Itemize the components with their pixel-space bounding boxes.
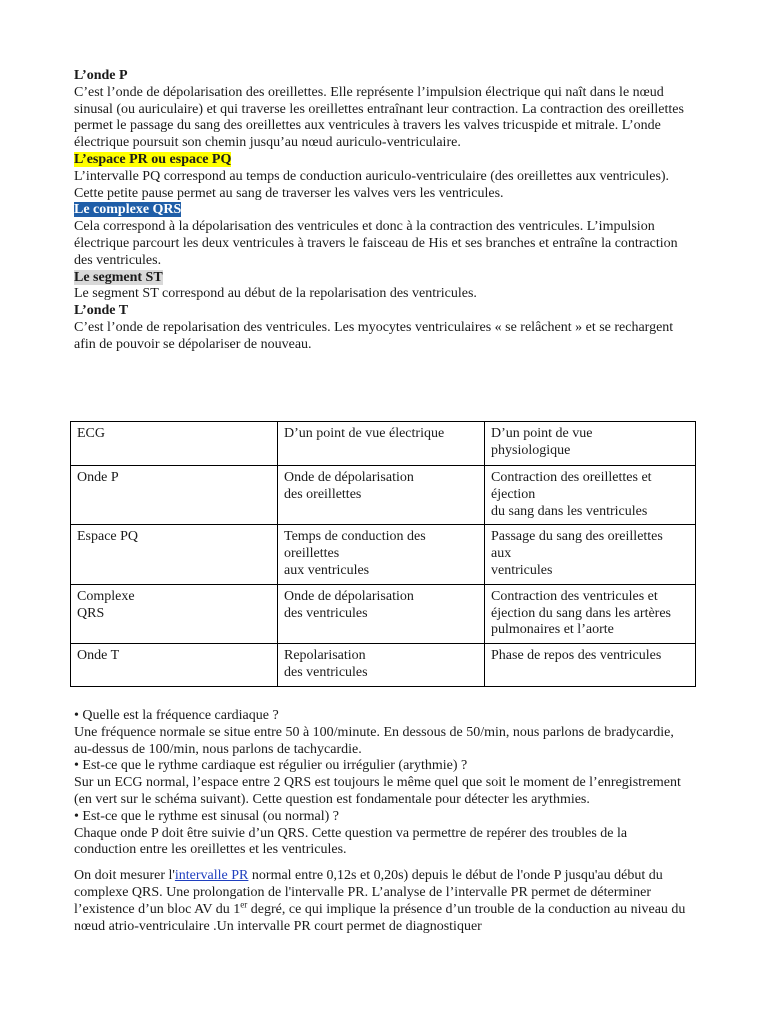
table-cell: Onde de dépolarisation des oreillettes: [278, 466, 485, 525]
table-cell: Espace PQ: [71, 525, 278, 584]
highlight-yellow: L’espace PR ou espace PQ: [74, 151, 232, 167]
heading-onde-p: L’onde P: [74, 68, 128, 83]
table-cell: Complexe QRS: [71, 584, 278, 643]
intervalle-pr-link[interactable]: intervalle PR: [174, 868, 249, 884]
question-sinusal: • Est-ce que le rythme est sinusal (ou normal) ?: [74, 808, 339, 824]
table-cell: D’un point de vue électrique: [278, 422, 485, 466]
table-cell: Onde T: [71, 644, 278, 687]
table-cell: Onde de dépolarisation des ventricules: [278, 584, 485, 643]
heading-segment-st: [74, 270, 694, 287]
text-espace-pr: L’intervalle PQ correspond au temps de conduction auriculo-ventriculaire (des oreillettes aux ventricules). Cette petite pause permet au sang de traverser les valves vers les ventricules.: [74, 168, 670, 201]
table-cell: Contraction des oreillettes et éjection du sang dans les ventricules: [485, 466, 696, 525]
table-row: [71, 584, 696, 643]
table-cell: Temps de conduction des oreillettes aux ventricules: [278, 525, 485, 584]
heading-espace-pr: [74, 152, 694, 169]
table-cell: Contraction des ventricules et éjection du sang dans les artères pulmonaires et l’aorte: [485, 584, 696, 643]
table-cell: Onde P: [71, 466, 278, 525]
question-rythme: • Est-ce que le rythme cardiaque est régulier ou irrégulier (arythmie) ?: [74, 758, 468, 774]
ecg-summary-table: [70, 421, 696, 687]
table-cell: D’un point de vue physiologique: [485, 422, 696, 466]
paragraph-text: On doit mesurer l': [74, 868, 175, 884]
table-row: [71, 466, 696, 525]
paragraph-intervalle-pr: [74, 868, 690, 935]
highlight-gray: Le segment ST: [74, 269, 163, 285]
table-cell: ECG: [71, 422, 278, 466]
answer-sinusal: Chaque onde P doit être suivie d’un QRS. Cette question va permettre de repérer des troubles de la conduction entre les oreillettes et les ventricules.: [74, 825, 628, 858]
question-frequence: • Quelle est la fréquence cardiaque ?: [74, 708, 279, 723]
superscript: er: [240, 899, 248, 910]
highlight-blue: Le complexe QRS: [74, 202, 182, 218]
text-onde-t: C’est l’onde de repolarisation des ventricules. Les myocytes ventriculaires « se relâchent » et se rechargent afin de pouvoir se dépolariser de nouveau.: [74, 319, 674, 352]
heading-onde-t: L’onde T: [74, 303, 129, 319]
table-cell: Phase de repos des ventricules: [485, 644, 696, 687]
table-row: [71, 422, 696, 466]
paragraph-text: normal entre 0,12s et 0,20s) depuis le début de l'onde P jusqu'au début du complexe QRS. Une prolongation de l'intervalle PR. L’analyse de l’intervalle PR permet de déterminer l’existence d’un bloc AV du 1: [74, 868, 663, 917]
heading-complexe-qrs: [74, 202, 694, 219]
table-row: [71, 644, 696, 687]
answer-rythme: Sur un ECG normal, l’espace entre 2 QRS est toujours le même quel que soit le moment de l’enregistrement (en vert sur le schéma suivant). Cette question est fondamentale pour détecter les arythmies.: [74, 775, 681, 807]
text-complexe-qrs: Cela correspond à la dépolarisation des ventricules et donc à la contraction des ventricules. L’impulsion électrique parcourt les deux ventricules à travers le faisceau de His et ses branches et entraîne la contraction des ventricules.: [74, 219, 678, 268]
ecg-waves-section: [74, 68, 694, 354]
text-onde-p: C’est l’onde de dépolarisation des oreillettes. Elle représente l’impulsion électrique qui naît dans le nœud sinusal (ou auriculaire) et qui traverse les oreillettes entraînant leur contraction. La contraction des oreillettes permet le passage du sang des oreillettes aux ventricules à travers les valves tricuspide et mitrale. L’onde électrique poursuit son chemin jusqu’au nœud auriculo-ventriculaire.: [74, 84, 684, 151]
paragraph-text: degré, ce qui implique la présence d’un trouble de la conduction au niveau du nœud atrio-ventriculaire .Un intervalle PR court permet de diagnostiquer: [74, 901, 686, 934]
answer-frequence: Une fréquence normale se situe entre 50 à 100/minute. En dessous de 50/min, nous parlons de bradycardie, au-dessus de 100/min, nous parlons de tachycardie.: [74, 724, 674, 757]
table-cell: Passage du sang des oreillettes aux ventricules: [485, 525, 696, 584]
ecg-questions-section: [74, 708, 690, 935]
table-row: [71, 525, 696, 584]
text-segment-st: Le segment ST correspond au début de la repolarisation des ventricules.: [74, 286, 477, 302]
table-cell: Repolarisation des ventricules: [278, 644, 485, 687]
